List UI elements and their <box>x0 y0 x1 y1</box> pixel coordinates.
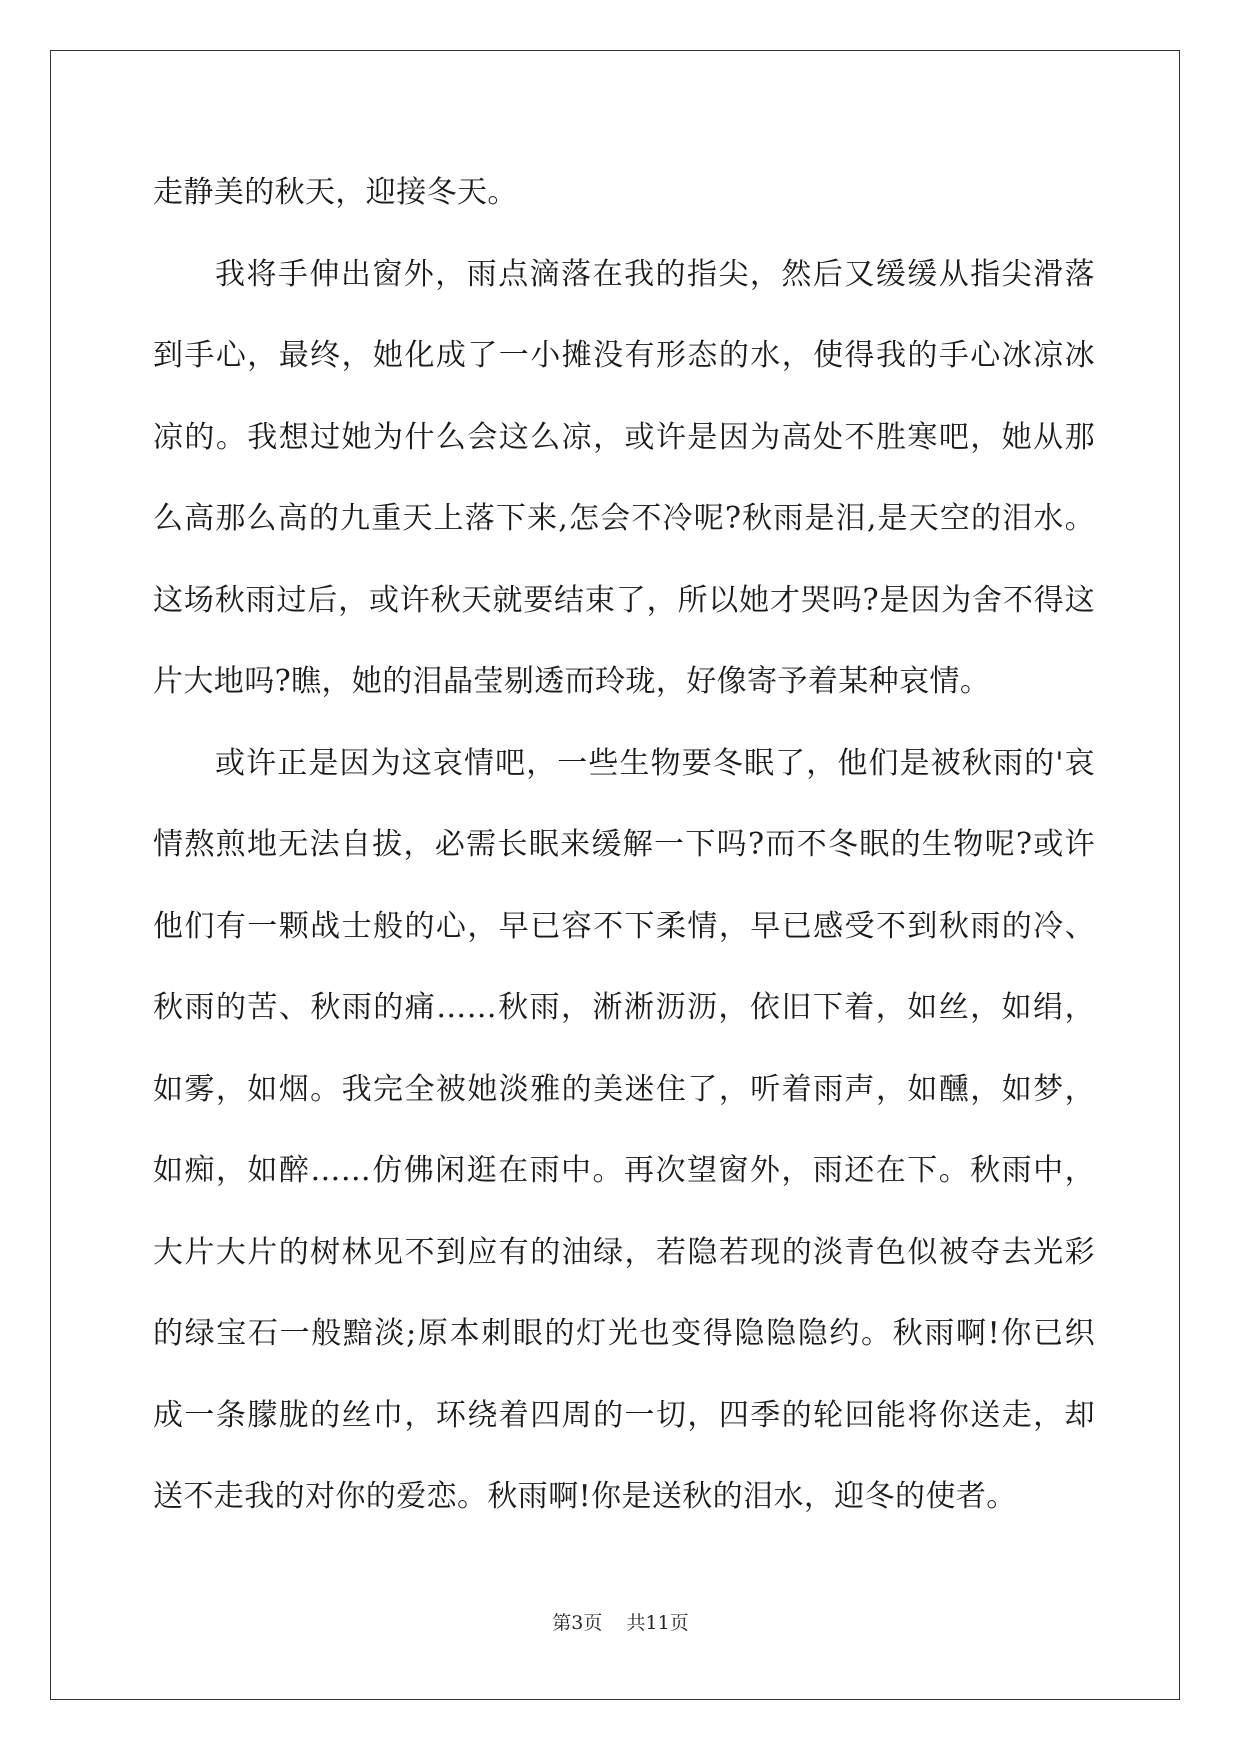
text-line-15: 的绿宝石一般黯淡;原本刺眼的灯光也变得隐隐隐约。秋雨啊!你已织 <box>153 1316 1095 1351</box>
text-line-2: 我将手伸出窗外，雨点滴落在我的指尖，然后又缓缓从指尖滑落 <box>215 256 1095 292</box>
text-line-1: 走静美的秋天，迎接冬天。 <box>153 175 518 210</box>
text-line-17: 送不走我的对你的爱恋。秋雨啊!你是送秋的泪水，迎冬的使者。 <box>153 1479 1017 1514</box>
text-line-6: 这场秋雨过后，或许秋天就要结束了，所以她才哭吗?是因为舍不得这 <box>153 582 1095 618</box>
text-line-9: 情熬煎地无法自拔，必需长眠来缓解一下吗?而不冬眠的生物呢?或许 <box>153 827 1095 862</box>
page-total: 共11页 <box>626 1612 689 1634</box>
text-line-11: 秋雨的苦、秋雨的痛……秋雨，淅淅沥沥，依旧下着，如丝，如绢， <box>153 990 1095 1025</box>
text-line-5: 么高那么高的九重天上落下来,怎会不冷呢?秋雨是泪,是天空的泪水。 <box>153 501 1095 536</box>
document-body <box>153 152 1095 1538</box>
text-line-14: 大片大片的树林见不到应有的油绿，若隐若现的淡青色似被夺去光彩 <box>153 1234 1095 1270</box>
page-number: 第3页 <box>552 1612 603 1634</box>
page-footer <box>0 1608 1241 1635</box>
text-line-4: 凉的。我想过她为什么会这么凉，或许是因为高处不胜寒吧，她从那 <box>153 419 1095 455</box>
text-line-13: 如痴，如醉……仿佛闲逛在雨中。再次望窗外，雨还在下。秋雨中， <box>153 1153 1095 1188</box>
text-line-8: 或许正是因为这哀情吧，一些生物要冬眠了，他们是被秋雨的'哀 <box>215 745 1095 781</box>
text-line-3: 到手心，最终，她化成了一小摊没有形态的水，使得我的手心冰凉冰 <box>153 338 1095 373</box>
text-line-12: 如雾，如烟。我完全被她淡雅的美迷住了，听着雨声，如醺，如梦， <box>153 1071 1095 1107</box>
text-line-16: 成一条朦胧的丝巾，环绕着四周的一切，四季的轮回能将你送走，却 <box>153 1397 1095 1433</box>
text-line-7: 片大地吗?瞧，她的泪晶莹剔透而玲珑，好像寄予着某种哀情。 <box>153 664 991 699</box>
text-line-10: 他们有一颗战士般的心，早已容不下柔情，早已感受不到秋雨的冷、 <box>153 908 1095 944</box>
